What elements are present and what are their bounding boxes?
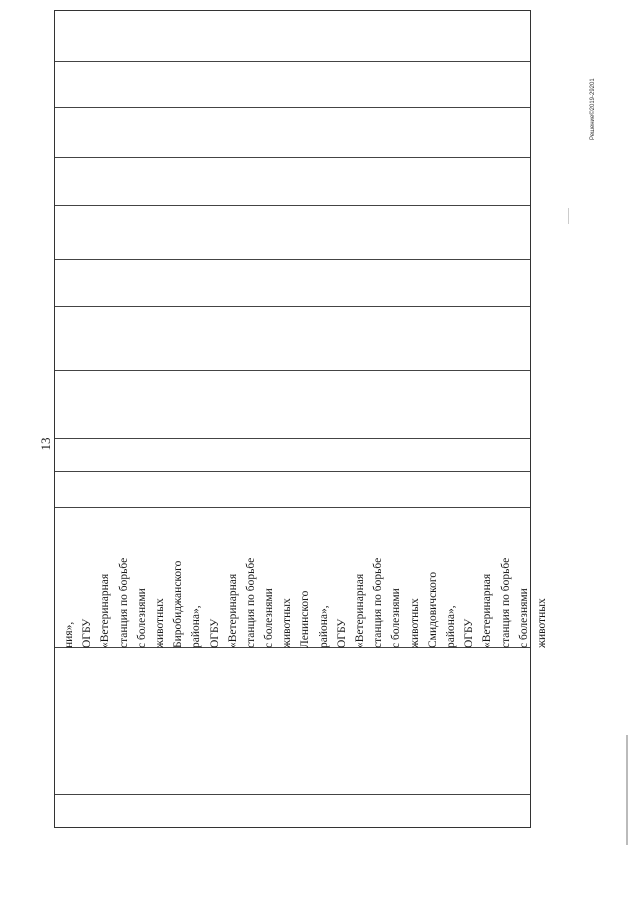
cell-line: животных (153, 598, 166, 648)
cell-line: «Ветеринарная (354, 573, 366, 648)
scan-edge-line (626, 735, 628, 845)
cell-line: станция по борьбе (372, 557, 385, 648)
cell-line: района», (444, 605, 457, 648)
cell-line: станция по борьбе (499, 557, 512, 648)
cell-line: ОГБУ (335, 618, 348, 648)
row-divider (55, 107, 530, 108)
cell-text-block (60, 504, 548, 648)
cell-line: района», (317, 605, 330, 648)
row-divider (55, 205, 530, 206)
side-stamp: Решение©2019-29201 (590, 78, 596, 140)
cell-line: «Ветеринарная (481, 573, 494, 648)
cell-line: «Ветеринарная (99, 573, 112, 648)
row-divider (55, 438, 530, 439)
page-number: 13 (38, 437, 53, 451)
cell-line: с болезнями (390, 588, 403, 648)
row-divider (55, 471, 530, 472)
cell-line: Смидовичского (426, 571, 439, 648)
cell-line: животных (535, 598, 548, 648)
row-divider (55, 157, 530, 158)
table (54, 10, 531, 828)
row-divider (55, 259, 530, 260)
cell-line: района», (190, 605, 203, 648)
cell-line: Ленинского (299, 590, 312, 648)
cell-line: ОГБУ (463, 618, 476, 648)
cell-line: ОГБУ (208, 618, 221, 648)
cell-line: ния», (63, 621, 75, 648)
row-divider (55, 61, 530, 62)
row-divider (55, 794, 530, 795)
scan-mark (568, 208, 569, 224)
cell-line: станция по борьбе (244, 557, 257, 648)
cell-line: с болезнями (263, 588, 276, 648)
cell-line: животных (281, 598, 294, 648)
cell-line: животных (408, 598, 421, 648)
cell-line: с болезнями (135, 588, 148, 648)
cell-line: с болезнями (517, 588, 530, 648)
cell-line: «Ветеринарная (226, 573, 239, 648)
cell-line: Биробиджанского (172, 560, 185, 648)
row-divider (55, 306, 530, 307)
row-divider (55, 370, 530, 371)
cell-line: станция по борьбе (117, 557, 130, 648)
cell-line: ОГБУ (81, 618, 94, 648)
